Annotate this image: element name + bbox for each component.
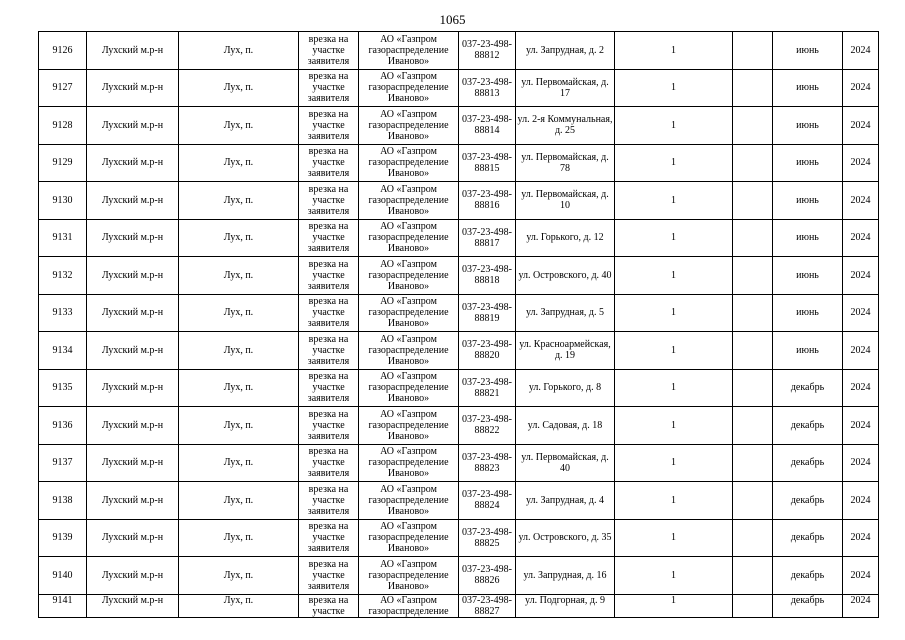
object-code-cell: 037-23-498-88818 xyxy=(459,257,516,295)
organization-cell: АО «Газпром газораспределение Иваново» xyxy=(359,369,459,407)
month-cell: июнь xyxy=(773,257,843,295)
table-row xyxy=(39,444,879,482)
district-cell: Лухский м.р-н xyxy=(87,444,179,482)
month-cell: декабрь xyxy=(773,594,843,617)
locality-cell: Лух, п. xyxy=(179,407,299,445)
locality-cell: Лух, п. xyxy=(179,294,299,332)
month-cell: июнь xyxy=(773,294,843,332)
table-row xyxy=(39,144,879,182)
district-cell: Лухский м.р-н xyxy=(87,69,179,107)
object-code-cell: 037-23-498-88821 xyxy=(459,369,516,407)
table-row xyxy=(39,294,879,332)
work-type-cell: врезка на участке заявителя xyxy=(299,444,359,482)
organization-cell: АО «Газпром газораспределение Иваново» xyxy=(359,32,459,70)
empty-cell xyxy=(733,257,773,295)
work-type-cell: врезка на участке заявителя xyxy=(299,519,359,557)
year-cell: 2024 xyxy=(843,594,879,617)
empty-cell xyxy=(733,294,773,332)
address-cell: ул. Запрудная, д. 5 xyxy=(516,294,615,332)
year-cell: 2024 xyxy=(843,444,879,482)
district-cell: Лухский м.р-н xyxy=(87,294,179,332)
locality-cell: Лух, п. xyxy=(179,257,299,295)
quantity-cell: 1 xyxy=(615,69,733,107)
row-number-cell: 9126 xyxy=(39,32,87,70)
month-cell: декабрь xyxy=(773,444,843,482)
empty-cell xyxy=(733,444,773,482)
organization-cell: АО «Газпром газораспределение Иваново» xyxy=(359,107,459,145)
locality-cell: Лух, п. xyxy=(179,32,299,70)
district-cell: Лухский м.р-н xyxy=(87,144,179,182)
work-type-cell: врезка на участке xyxy=(299,594,359,617)
table-row xyxy=(39,557,879,595)
district-cell: Лухский м.р-н xyxy=(87,32,179,70)
year-cell: 2024 xyxy=(843,32,879,70)
row-number-cell: 9132 xyxy=(39,257,87,295)
object-code-cell: 037-23-498-88815 xyxy=(459,144,516,182)
work-type-cell: врезка на участке заявителя xyxy=(299,294,359,332)
work-type-cell: врезка на участке заявителя xyxy=(299,369,359,407)
district-cell: Лухский м.р-н xyxy=(87,257,179,295)
address-cell: ул. Первомайская, д. 78 xyxy=(516,144,615,182)
locality-cell: Лух, п. xyxy=(179,482,299,520)
table-row xyxy=(39,32,879,70)
quantity-cell: 1 xyxy=(615,444,733,482)
row-number-cell: 9130 xyxy=(39,182,87,220)
year-cell: 2024 xyxy=(843,407,879,445)
table-row xyxy=(39,182,879,220)
object-code-cell: 037-23-498-88825 xyxy=(459,519,516,557)
empty-cell xyxy=(733,594,773,617)
year-cell: 2024 xyxy=(843,369,879,407)
quantity-cell: 1 xyxy=(615,407,733,445)
work-type-cell: врезка на участке заявителя xyxy=(299,107,359,145)
quantity-cell: 1 xyxy=(615,144,733,182)
organization-cell: АО «Газпром газораспределение Иваново» xyxy=(359,294,459,332)
quantity-cell: 1 xyxy=(615,557,733,595)
locality-cell: Лух, п. xyxy=(179,107,299,145)
organization-cell: АО «Газпром газораспределение Иваново» xyxy=(359,444,459,482)
table-row xyxy=(39,69,879,107)
locality-cell: Лух, п. xyxy=(179,369,299,407)
organization-cell: АО «Газпром газораспределение Иваново» xyxy=(359,182,459,220)
month-cell: июнь xyxy=(773,144,843,182)
organization-cell: АО «Газпром газораспределение Иваново» xyxy=(359,557,459,595)
month-cell: декабрь xyxy=(773,407,843,445)
address-cell: ул. Подгорная, д. 9 xyxy=(516,594,615,617)
year-cell: 2024 xyxy=(843,294,879,332)
work-type-cell: врезка на участке заявителя xyxy=(299,32,359,70)
object-code-cell: 037-23-498-88827 xyxy=(459,594,516,617)
table-row xyxy=(39,219,879,257)
quantity-cell: 1 xyxy=(615,332,733,370)
district-cell: Лухский м.р-н xyxy=(87,182,179,220)
organization-cell: АО «Газпром газораспределение Иваново» xyxy=(359,144,459,182)
row-number-cell: 9139 xyxy=(39,519,87,557)
empty-cell xyxy=(733,219,773,257)
table-row xyxy=(39,594,879,617)
address-cell: ул. Первомайская, д. 10 xyxy=(516,182,615,220)
quantity-cell: 1 xyxy=(615,107,733,145)
organization-cell: АО «Газпром газораспределение Иваново» xyxy=(359,69,459,107)
table-row xyxy=(39,369,879,407)
row-number-cell: 9137 xyxy=(39,444,87,482)
locality-cell: Лух, п. xyxy=(179,444,299,482)
year-cell: 2024 xyxy=(843,69,879,107)
district-cell: Лухский м.р-н xyxy=(87,519,179,557)
month-cell: июнь xyxy=(773,219,843,257)
address-cell: ул. Первомайская, д. 40 xyxy=(516,444,615,482)
organization-cell: АО «Газпром газораспределение Иваново» xyxy=(359,482,459,520)
address-cell: ул. Островского, д. 40 xyxy=(516,257,615,295)
district-cell: Лухский м.р-н xyxy=(87,107,179,145)
row-number-cell: 9135 xyxy=(39,369,87,407)
empty-cell xyxy=(733,369,773,407)
month-cell: июнь xyxy=(773,69,843,107)
row-number-cell: 9141 xyxy=(39,594,87,617)
organization-cell: АО «Газпром газораспределение Иваново» xyxy=(359,407,459,445)
district-cell: Лухский м.р-н xyxy=(87,369,179,407)
empty-cell xyxy=(733,144,773,182)
empty-cell xyxy=(733,107,773,145)
organization-cell: АО «Газпром газораспределение Иваново» xyxy=(359,332,459,370)
row-number-cell: 9133 xyxy=(39,294,87,332)
work-type-cell: врезка на участке заявителя xyxy=(299,482,359,520)
empty-cell xyxy=(733,407,773,445)
month-cell: декабрь xyxy=(773,369,843,407)
row-number-cell: 9140 xyxy=(39,557,87,595)
organization-cell: АО «Газпром газораспределение Иваново» xyxy=(359,257,459,295)
address-cell: ул. Островского, д. 35 xyxy=(516,519,615,557)
work-type-cell: врезка на участке заявителя xyxy=(299,219,359,257)
quantity-cell: 1 xyxy=(615,594,733,617)
locality-cell: Лух, п. xyxy=(179,144,299,182)
object-code-cell: 037-23-498-88816 xyxy=(459,182,516,220)
empty-cell xyxy=(733,182,773,220)
empty-cell xyxy=(733,482,773,520)
year-cell: 2024 xyxy=(843,482,879,520)
row-number-cell: 9131 xyxy=(39,219,87,257)
empty-cell xyxy=(733,69,773,107)
year-cell: 2024 xyxy=(843,257,879,295)
object-code-cell: 037-23-498-88814 xyxy=(459,107,516,145)
locality-cell: Лух, п. xyxy=(179,594,299,617)
object-code-cell: 037-23-498-88823 xyxy=(459,444,516,482)
work-type-cell: врезка на участке заявителя xyxy=(299,257,359,295)
month-cell: декабрь xyxy=(773,482,843,520)
object-code-cell: 037-23-498-88813 xyxy=(459,69,516,107)
table-row xyxy=(39,407,879,445)
work-type-cell: врезка на участке заявителя xyxy=(299,182,359,220)
address-cell: ул. Запрудная, д. 16 xyxy=(516,557,615,595)
quantity-cell: 1 xyxy=(615,257,733,295)
registry-table xyxy=(38,31,879,618)
organization-cell: АО «Газпром газораспределение xyxy=(359,594,459,617)
district-cell: Лухский м.р-н xyxy=(87,219,179,257)
year-cell: 2024 xyxy=(843,557,879,595)
month-cell: декабрь xyxy=(773,557,843,595)
row-number-cell: 9127 xyxy=(39,69,87,107)
organization-cell: АО «Газпром газораспределение Иваново» xyxy=(359,219,459,257)
address-cell: ул. Горького, д. 8 xyxy=(516,369,615,407)
year-cell: 2024 xyxy=(843,219,879,257)
empty-cell xyxy=(733,32,773,70)
address-cell: ул. Садовая, д. 18 xyxy=(516,407,615,445)
district-cell: Лухский м.р-н xyxy=(87,482,179,520)
locality-cell: Лух, п. xyxy=(179,219,299,257)
month-cell: июнь xyxy=(773,32,843,70)
quantity-cell: 1 xyxy=(615,182,733,220)
month-cell: декабрь xyxy=(773,519,843,557)
locality-cell: Лух, п. xyxy=(179,332,299,370)
month-cell: июнь xyxy=(773,107,843,145)
quantity-cell: 1 xyxy=(615,219,733,257)
locality-cell: Лух, п. xyxy=(179,519,299,557)
object-code-cell: 037-23-498-88817 xyxy=(459,219,516,257)
district-cell: Лухский м.р-н xyxy=(87,332,179,370)
month-cell: июнь xyxy=(773,182,843,220)
work-type-cell: врезка на участке заявителя xyxy=(299,407,359,445)
object-code-cell: 037-23-498-88812 xyxy=(459,32,516,70)
address-cell: ул. Запрудная, д. 4 xyxy=(516,482,615,520)
object-code-cell: 037-23-498-88822 xyxy=(459,407,516,445)
table-row xyxy=(39,332,879,370)
address-cell: ул. Красноармейская, д. 19 xyxy=(516,332,615,370)
organization-cell: АО «Газпром газораспределение Иваново» xyxy=(359,519,459,557)
table-row xyxy=(39,257,879,295)
empty-cell xyxy=(733,332,773,370)
row-number-cell: 9128 xyxy=(39,107,87,145)
year-cell: 2024 xyxy=(843,332,879,370)
month-cell: июнь xyxy=(773,332,843,370)
object-code-cell: 037-23-498-88820 xyxy=(459,332,516,370)
quantity-cell: 1 xyxy=(615,32,733,70)
work-type-cell: врезка на участке заявителя xyxy=(299,332,359,370)
address-cell: ул. Горького, д. 12 xyxy=(516,219,615,257)
locality-cell: Лух, п. xyxy=(179,182,299,220)
locality-cell: Лух, п. xyxy=(179,557,299,595)
year-cell: 2024 xyxy=(843,144,879,182)
work-type-cell: врезка на участке заявителя xyxy=(299,69,359,107)
work-type-cell: врезка на участке заявителя xyxy=(299,144,359,182)
locality-cell: Лух, п. xyxy=(179,69,299,107)
address-cell: ул. Запрудная, д. 2 xyxy=(516,32,615,70)
object-code-cell: 037-23-498-88819 xyxy=(459,294,516,332)
quantity-cell: 1 xyxy=(615,482,733,520)
district-cell: Лухский м.р-н xyxy=(87,594,179,617)
row-number-cell: 9129 xyxy=(39,144,87,182)
work-type-cell: врезка на участке заявителя xyxy=(299,557,359,595)
empty-cell xyxy=(733,557,773,595)
table-body xyxy=(39,32,879,618)
empty-cell xyxy=(733,519,773,557)
district-cell: Лухский м.р-н xyxy=(87,407,179,445)
address-cell: ул. 2-я Коммунальная, д. 25 xyxy=(516,107,615,145)
table-row xyxy=(39,482,879,520)
row-number-cell: 9138 xyxy=(39,482,87,520)
row-number-cell: 9134 xyxy=(39,332,87,370)
year-cell: 2024 xyxy=(843,182,879,220)
table-row xyxy=(39,107,879,145)
row-number-cell: 9136 xyxy=(39,407,87,445)
quantity-cell: 1 xyxy=(615,294,733,332)
address-cell: ул. Первомайская, д. 17 xyxy=(516,69,615,107)
table-row xyxy=(39,519,879,557)
district-cell: Лухский м.р-н xyxy=(87,557,179,595)
object-code-cell: 037-23-498-88826 xyxy=(459,557,516,595)
quantity-cell: 1 xyxy=(615,519,733,557)
page-number: 1065 xyxy=(439,12,466,27)
year-cell: 2024 xyxy=(843,107,879,145)
object-code-cell: 037-23-498-88824 xyxy=(459,482,516,520)
quantity-cell: 1 xyxy=(615,369,733,407)
year-cell: 2024 xyxy=(843,519,879,557)
